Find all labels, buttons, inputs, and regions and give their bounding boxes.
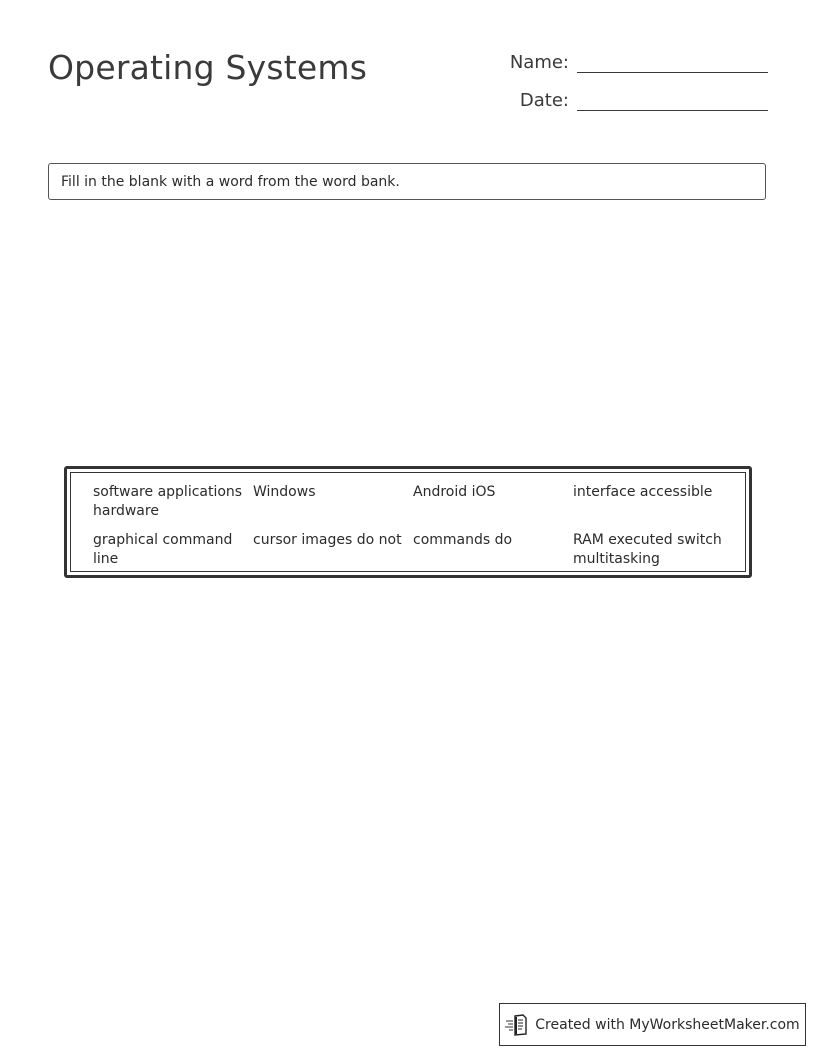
word-bank-cell: graphical command line xyxy=(93,532,233,567)
date-label: Date: xyxy=(519,90,569,111)
instructions-box xyxy=(48,163,766,200)
word-bank-cell: RAM executed switch multitasking xyxy=(573,532,722,567)
date-blank-line[interactable] xyxy=(577,92,768,111)
instructions-text: Fill in the blank with a word from the word bank. xyxy=(61,173,400,190)
name-blank-line[interactable] xyxy=(577,54,768,73)
word-bank-cell: interface accessible xyxy=(573,484,713,500)
name-field xyxy=(489,52,768,74)
page-title: Operating Systems xyxy=(48,48,368,87)
word-bank-cell: commands do xyxy=(413,532,513,548)
word-bank-cell: cursor images do not xyxy=(253,532,402,548)
word-bank-cell: Android iOS xyxy=(413,484,496,500)
date-field xyxy=(489,90,768,112)
name-label: Name: xyxy=(509,52,569,73)
credit-text: Created with MyWorksheetMaker.com xyxy=(535,1016,800,1033)
word-bank-cell: Windows xyxy=(253,484,316,500)
word-bank-grid xyxy=(70,472,746,572)
word-bank-cell: software applications hardware xyxy=(93,484,243,519)
word-bank xyxy=(64,466,752,578)
worksheet-maker-logo-icon xyxy=(505,1014,529,1036)
credit-badge[interactable] xyxy=(499,1003,806,1046)
